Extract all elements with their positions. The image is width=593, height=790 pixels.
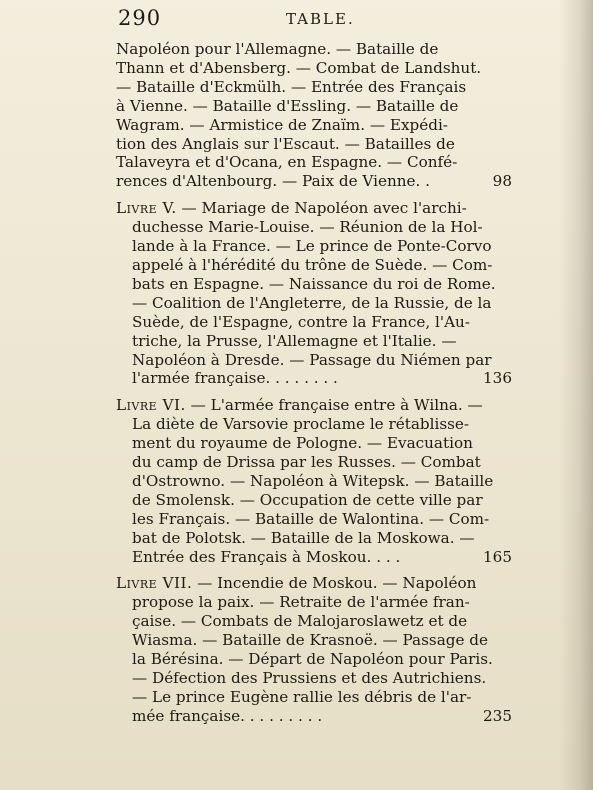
toc-line: propose la paix. — Retraite de l'armée fran- xyxy=(132,593,470,612)
toc-page-ref: 235 xyxy=(483,706,512,725)
page-number: 290 xyxy=(118,6,162,30)
toc-entry-livre-v xyxy=(116,199,512,388)
page-header xyxy=(118,6,553,32)
toc-line-text: — Incendie de Moskou. — Napoléon xyxy=(197,574,477,593)
toc-line: à Vienne. — Bataille d'Essling. — Bataille de xyxy=(116,96,459,115)
table-of-contents xyxy=(116,40,512,726)
toc-line-text: — Mariage de Napoléon avec l'archi- xyxy=(181,199,467,218)
toc-line: — Défection des Prussiens et des Autrichiens. xyxy=(132,669,487,687)
toc-line: çaise. — Combats de Malojaroslawetz et de xyxy=(132,612,468,631)
toc-line xyxy=(116,396,512,415)
toc-page-ref: 98 xyxy=(492,172,512,191)
toc-line: d'Ostrowno. — Napoléon à Witepsk. — Bataille xyxy=(132,471,494,490)
toc-line: bats en Espagne. — Naissance du roi de Rome. xyxy=(132,274,496,293)
toc-line: appelé à l'hérédité du trône de Suède. — Com- xyxy=(132,255,493,274)
toc-line: — Le prince Eugène rallie les débris de l'ar- xyxy=(132,687,472,706)
toc-line: du camp de Drissa par les Russes. — Combat xyxy=(132,453,481,472)
toc-line: Wagram. — Armistice de Znaïm. — Expédi- xyxy=(116,115,448,134)
toc-line xyxy=(116,172,512,191)
toc-line: La diète de Varsovie proclame le rétablisse- xyxy=(132,415,470,434)
toc-line: bat de Polotsk. — Bataille de la Moskowa. — xyxy=(132,528,475,547)
livre-label: Livre V. xyxy=(116,199,177,218)
toc-line-text: mée française. . . . . . . . . xyxy=(132,706,323,725)
toc-line: de Smolensk. — Occupation de cette ville par xyxy=(132,490,483,509)
livre-label: Livre VI. xyxy=(116,396,186,415)
toc-line xyxy=(116,574,512,593)
toc-line xyxy=(116,707,512,726)
livre-label: Livre VII. xyxy=(116,574,193,593)
toc-line: ment du royaume de Pologne. — Evacuation xyxy=(132,434,473,453)
toc-line: — Coalition de l'Angleterre, de la Russie, de la xyxy=(132,293,492,312)
toc-line: lande à la France. — Le prince de Ponte-Corvo xyxy=(132,237,492,256)
toc-entry-continuation xyxy=(116,40,512,191)
toc-line: — Bataille d'Eckmülh. — Entrée des Français xyxy=(116,77,467,96)
running-title: TABLE. xyxy=(286,10,355,28)
page-gutter-shadow xyxy=(559,0,593,790)
toc-line: les Français. — Bataille de Walontina. — Com- xyxy=(132,509,490,528)
toc-page-ref: 136 xyxy=(483,369,512,388)
toc-line: tion des Anglais sur l'Escaut. — Batailles de xyxy=(116,134,455,153)
toc-entry-livre-vi xyxy=(116,396,512,566)
toc-entry-livre-vii xyxy=(116,574,512,725)
toc-line: Thann et d'Abensberg. — Combat de Landshut. xyxy=(116,58,482,77)
toc-line xyxy=(116,199,512,218)
toc-line: Napoléon à Dresde. — Passage du Niémen par xyxy=(132,350,492,369)
toc-line: duchesse Marie-Louise. — Réunion de la Hol- xyxy=(132,218,483,237)
toc-page-ref: 165 xyxy=(483,547,512,566)
toc-line: Napoléon pour l'Allemagne. — Bataille de xyxy=(116,40,439,58)
toc-line: Wiasma. — Bataille de Krasnoë. — Passage de xyxy=(132,631,488,650)
toc-line-text: rences d'Altenbourg. — Paix de Vienne. . xyxy=(116,172,430,191)
toc-line: Suède, de l'Espagne, contre la France, l'Au- xyxy=(132,312,470,331)
toc-line: triche, la Prusse, l'Allemagne et l'Italie. — xyxy=(132,331,457,350)
toc-line-text: — L'armée française entre à Wilna. — xyxy=(190,396,483,415)
toc-line-text: l'armée française. . . . . . . . xyxy=(132,369,338,388)
toc-line: Talaveyra et d'Ocana, en Espagne. — Confé- xyxy=(116,153,458,172)
toc-line xyxy=(116,548,512,567)
toc-line-text: Entrée des Français à Moskou. . . . xyxy=(132,547,401,566)
toc-line: la Bérésina. — Départ de Napoléon pour Paris. xyxy=(132,650,493,669)
toc-line xyxy=(116,369,512,388)
